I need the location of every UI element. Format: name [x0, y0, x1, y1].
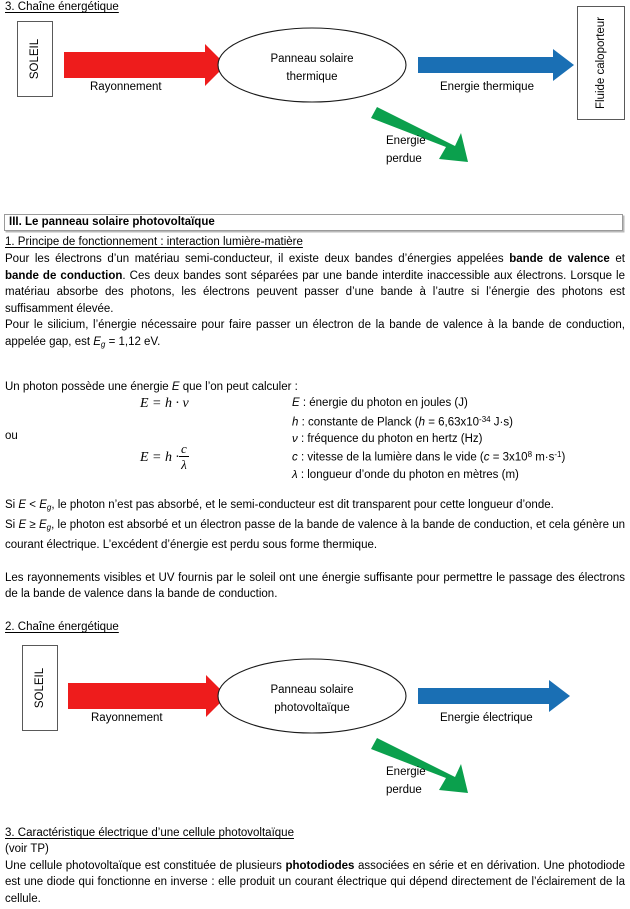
principe-p1-part-a: Pour les électrons d’un matériau semi-conducteur, il existe deux bandes d’énergies appelées	[5, 253, 510, 265]
absorption-symbol-Eg-2: E	[38, 518, 47, 531]
definition-item-h	[292, 412, 565, 431]
definition-text-c-3: m·s	[532, 451, 555, 464]
ou-text: ou	[5, 430, 18, 442]
energie-perdue-pv-label-line1: Energie	[386, 766, 426, 778]
definition-text-c-2: = 3x10	[489, 451, 528, 464]
definition-text-E: : énergie du photon en joules (J)	[299, 397, 468, 409]
caracteristique-bold-photodiodes: photodiodes	[285, 859, 355, 872]
section-title-box	[4, 214, 623, 231]
panneau-solaire-pv-label-line1: Panneau solaire	[270, 684, 354, 696]
energie-electrique-label: Energie électrique	[440, 712, 533, 724]
fluide-caloporteur-label: Fluide caloporteur	[595, 16, 608, 110]
formula-E-h-c-lambda	[140, 443, 189, 473]
fraction-numerator-c: c	[181, 441, 187, 456]
absorption-l1-b: <	[26, 499, 40, 511]
definition-inline-h: h	[418, 416, 425, 429]
principe-paragraph-2	[5, 317, 625, 353]
principe-p1-part-e: . Ces deux bandes sont séparées par une bande interdite inaccessible aux électrons. Lorsque le matériau absorbe des photons, les électrons peuvent passer d’une bande à l’autre si l’énergie des photons est suffisamment élevée.	[5, 269, 626, 315]
definition-exponent-h: -34	[479, 414, 491, 424]
absorption-symbol-E-1: E	[18, 499, 27, 511]
definition-text-c: : vitesse de la lumière dans le vide (	[297, 451, 484, 464]
definition-symbol-h: h	[292, 416, 299, 429]
subscript-g: g	[100, 340, 106, 350]
formula-2-lhs: E = h ·	[140, 450, 179, 466]
definition-exponent-c: 8	[527, 450, 533, 460]
absorption-paragraph-2	[5, 517, 625, 553]
caracteristique-p-c: associées en série et en dérivation. Une photodiode est une diode qui fonctionne en inverse : elle produit un courant électrique qui dépend directement de l’éclairement de la cellule.	[5, 859, 625, 905]
rayonnement-arrow-pv	[68, 675, 227, 717]
photon-definitions-list	[292, 395, 565, 483]
absorption-subscript-g-2: g	[46, 523, 52, 533]
definition-symbol-c: c	[292, 451, 298, 464]
caracteristique-p-a: Une cellule photovoltaïque est constituée de plusieurs	[5, 859, 286, 872]
energie-perdue-label-line1: Energie	[386, 135, 426, 147]
energie-perdue-label-line2: perdue	[386, 153, 422, 165]
rayonnement-label-pv: Rayonnement	[91, 712, 163, 724]
energy-chain-thermique-diagram	[0, 0, 630, 200]
formula-1-text: E = h · ν	[140, 396, 189, 411]
absorption-l2-c: , le photon est absorbé et un électron passe de la bande de valence à la bande de conduction, et cela génère un courant électrique. L’excédent d’énergie est perdu sous forme thermique.	[5, 518, 626, 551]
energie-electrique-arrow	[418, 680, 570, 712]
panneau-solaire-ellipse	[218, 28, 406, 102]
rayonnement-label: Rayonnement	[90, 81, 162, 93]
definition-symbol-lambda: λ	[292, 468, 298, 481]
rayonnement-arrow	[64, 44, 226, 86]
soleil-box-pv-label: SOLEIL	[34, 667, 47, 709]
panneau-solaire-pv-label-line2: photovoltaïque	[274, 702, 350, 714]
principe-heading: 1. Principe de fonctionnement : interaction lumière-matière	[5, 236, 303, 248]
symbol-E-lead: E	[171, 381, 180, 393]
definition-inline-c: c	[483, 451, 490, 464]
absorption-l2-a: Si	[5, 518, 19, 531]
panneau-solaire-pv-ellipse	[218, 659, 406, 733]
definition-item-nu	[292, 431, 565, 448]
definition-text-h-3: J·s)	[490, 416, 513, 429]
photon-lead-line	[5, 381, 298, 393]
panneau-solaire-label-line1: Panneau solaire	[270, 53, 354, 65]
photon-lead-a: Un photon possède une énergie	[5, 381, 172, 393]
photon-lead-b: que l’on peut calculer :	[179, 381, 298, 393]
caracteristique-paragraph	[5, 858, 625, 908]
absorption-symbol-E-2: E	[18, 518, 27, 531]
definition-text-nu: : fréquence du photon en hertz (Hz)	[297, 432, 483, 445]
principe-p2-part-a: Pour le silicium, l’énergie nécessaire pour faire passer un électron de la bande de valence à la bande de conduction, appelée gap, est	[5, 319, 625, 348]
diagram-photovoltaique-heading: 2. Chaîne énergétique	[5, 621, 119, 633]
definition-symbol-E: E	[292, 397, 300, 409]
section-title: III. Le panneau solaire photovoltaïque	[9, 216, 215, 228]
definition-item-c	[292, 447, 565, 466]
absorption-paragraph-3: Les rayonnements visibles et UV fournis par le soleil ont une énergie suffisante pour permettre le passage des électrons de la bande de valence dans la bande de conduction.	[5, 571, 625, 601]
absorption-l1-a: Si	[5, 499, 19, 511]
absorption-block	[0, 497, 630, 603]
symbol-E-gap: E	[93, 335, 101, 348]
definition-item-lambda	[292, 467, 565, 484]
energie-thermique-label: Energie thermique	[440, 81, 534, 93]
definition-text-c-4: )	[561, 451, 566, 464]
caracteristique-heading: 3. Caractéristique électrique d’une cellule photovoltaïque	[5, 827, 294, 839]
absorption-l1-c: , le photon n’est pas absorbé, et le semi-conducteur est dit transparent pour cette longueur d’onde.	[51, 499, 554, 511]
caracteristique-block	[0, 826, 630, 907]
absorption-l2-b: ≥	[26, 518, 39, 531]
energie-thermique-arrow	[418, 49, 574, 81]
definition-text-h: : constante de Planck (	[298, 416, 419, 429]
principe-bold-bande-valence: bande de valence	[509, 253, 610, 265]
principe-bold-bande-conduction: bande de conduction	[5, 269, 123, 282]
energie-perdue-pv-label-line2: perdue	[386, 784, 422, 796]
formula-connector-ou	[5, 430, 18, 442]
principe-paragraph-1	[5, 251, 625, 317]
fraction-denominator-lambda: λ	[181, 457, 187, 472]
absorption-subscript-g-1: g	[46, 503, 52, 513]
principe-p2-part-b: = 1,12 eV.	[105, 335, 161, 348]
definition-text-h-2: = 6,63x10	[425, 416, 480, 429]
definition-item-E	[292, 395, 565, 412]
energy-chain-photovoltaique-diagram	[0, 620, 630, 805]
caracteristique-note: (voir TP)	[5, 843, 49, 855]
principe-p1-part-c: et	[609, 253, 625, 265]
formula-E-h-nu	[140, 396, 189, 412]
soleil-box-label: SOLEIL	[29, 38, 42, 80]
panneau-solaire-label-line2: thermique	[286, 71, 338, 83]
fraction-c-over-lambda	[179, 442, 189, 472]
absorption-paragraph-1	[5, 497, 625, 517]
absorption-symbol-Eg-1: E	[39, 499, 47, 511]
diagram-thermique-heading: 3. Chaîne énergétique	[5, 1, 119, 13]
definition-exponent-c-2: -1	[554, 450, 562, 460]
definition-symbol-nu: ν	[292, 432, 298, 445]
definition-text-lambda: : longueur d’onde du photon en mètres (m)	[297, 468, 519, 481]
principe-block	[0, 235, 630, 354]
